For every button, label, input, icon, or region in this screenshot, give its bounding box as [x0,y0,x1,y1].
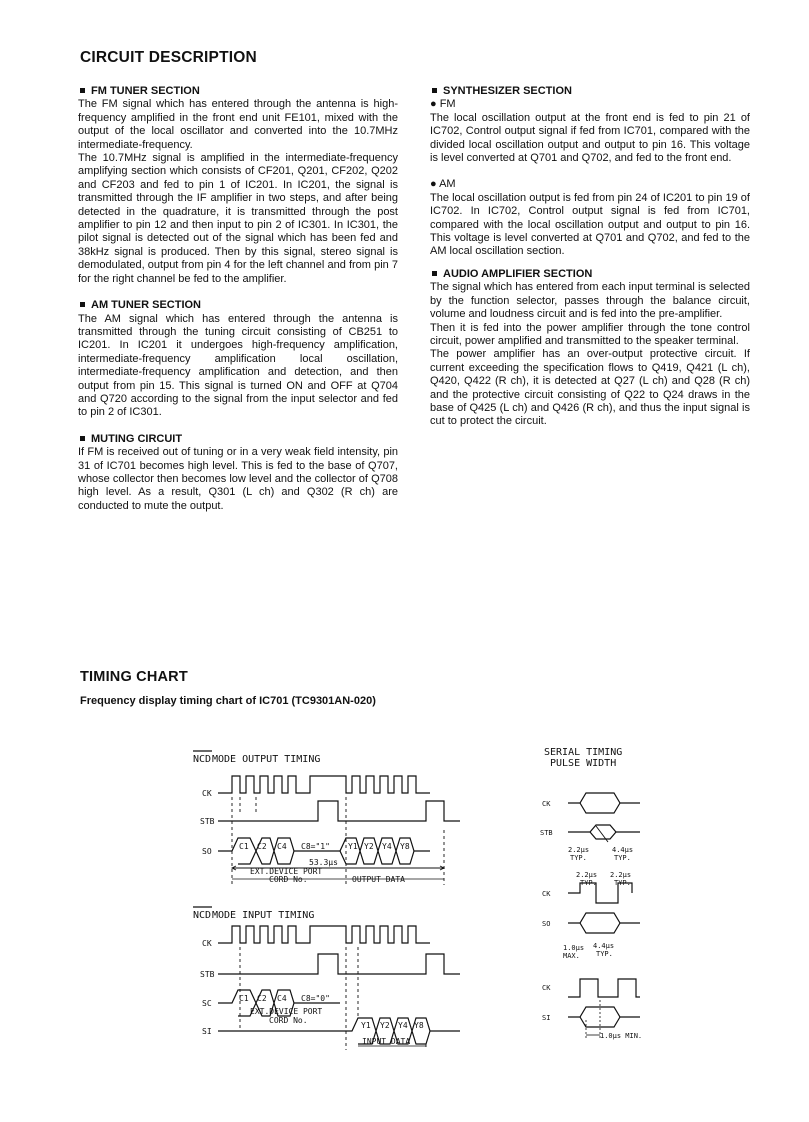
ck-label: CK [202,789,212,798]
input-data-label: INPUT DATA [362,1037,411,1046]
c2-label: C2 [257,994,267,1003]
t22a-label: 2.2μs [568,846,590,854]
typ-label-3: TYP. [580,879,597,887]
audio-amp-para-3: The power amplifier has an over-output protective circuit. If current exceeding the specification flows to Q419, Q421 (L ch), Q420, Q422 (R ch), it is detected at Q27 (L ch) and Q28 (R ch) and the protective circuit consisting of Q22 to Q24 draws in the base of Q425 (L ch) and Q426 (R ch), and thus the input signal is cut to protect the circuit. [430,348,750,428]
fm-tuner-para-1: The FM signal which has entered through the antenna is high-frequency amplified in the front end unit FE101, mixed with the output of the local oscillator and converted into the 10.7MHz intermediate-frequency. [78,98,398,151]
y8-label: Y8 [400,842,410,851]
muting-para: If FM is received out of tuning or in a very weak field intensity, pin 31 of IC701 becomes high level. This is fed to the base of Q707, whose collector then becomes low level and the collector of Q708 high level. As a result, Q301 (L ch) and Q302 (R ch) are conducted to mute the output. [78,446,398,512]
serial-title-2: PULSE WIDTH [550,758,617,769]
am-tuner-heading: AM TUNER SECTION [78,299,398,312]
typ-label-1: TYP. [570,854,587,862]
ext-device-label: EXT.DEVICE PORT [250,1007,323,1016]
typ-label-5: TYP. [596,950,613,958]
in-title-ncd: NCD [193,910,212,921]
timing-chart-title: TIMING CHART [80,669,188,685]
ext-device-label: EXT.DEVICE PORT [250,867,323,876]
out-title-ncd: NCD [193,754,212,765]
y8-label: Y8 [414,1021,424,1030]
serial-si-label: SI [542,1014,551,1022]
bullet-dot-icon: ● [430,178,440,191]
t44a-label: 4.4μs [612,846,634,854]
y2-label: Y2 [364,842,374,851]
in-title: MODE INPUT TIMING [212,910,315,921]
audio-amp-heading: AUDIO AMPLIFIER SECTION [430,268,750,281]
c8-zero-label: C8="0" [301,994,330,1003]
synth-fm-label: ● FM [430,98,456,111]
synth-fm-para: The local oscillation output at the front end is fed to pin 21 of IC702, Control output signal if fed from IC701, compared with the divided local oscillation output and output to pin 16. This voltage is level converted at Q701 and Q702, and fed to the front end. [430,111,750,165]
c4-label: C4 [277,994,287,1003]
typ-label-4: TYP. [614,879,631,887]
c2-label: C2 [257,842,267,851]
serial-ck-label: CK [542,800,551,808]
so-label: SO [202,847,212,856]
y1-label: Y1 [361,1021,371,1030]
c1-label: C1 [239,994,249,1003]
y4-label: Y4 [398,1021,408,1030]
fm-tuner-para-2: The 10.7MHz signal is amplified in the intermediate-frequency amplifying section which consists of CF201, Q201, CF202, Q202 and CF203 and fed to pin 1 of IC201. In IC201, the signal is transmitted through the IF amplifier in two steps, and after being detected in the quadrature, it is transmitted through the post amplifier to pin 12 and then input to pin 2 of IC301. In IC301, the pilot signal is detected out of the signal which has been fed and 38kHz signal is produced. Then by this signal, stereo signal is demodulated, output from pin 4 for the left channel and from pin 7 for the right channel be fed to the amplifier. [78,152,398,285]
c8-one-label: C8="1" [301,842,330,851]
y1-label: Y1 [348,842,358,851]
cord-no-label: CORD No. [269,875,308,884]
cord-no-label: CORD No. [269,1016,308,1025]
serial-title-1: SERIAL TIMING [544,747,623,758]
bullet-dot-icon: ● [430,98,440,111]
fm-tuner-heading: FM TUNER SECTION [78,85,398,98]
y4-label: Y4 [382,842,392,851]
serial-ck-label-3: CK [542,984,551,992]
serial-ck-label-2: CK [542,890,551,898]
output-data-label: OUTPUT DATA [352,875,405,884]
duration-label: 53.3μs [309,858,338,867]
y2-label: Y2 [380,1021,390,1030]
audio-amp-para-1: The signal which has entered from each input terminal is selected by the function selector, passes through the balance circuit, volume and loudness circuit and is fed into the pre-amplifier. [430,281,750,321]
t44b-label: 4.4μs [593,942,615,950]
stb-label: STB [200,817,215,826]
timing-chart-subtitle: Frequency display timing chart of IC701 (TC9301AN-020) [80,695,376,707]
c4-label: C4 [277,842,287,851]
si-label: SI [202,1027,212,1036]
t22c-label: 2.2μs [610,871,632,879]
sc-label: SC [202,999,212,1008]
synth-am-para: The local oscillation output is fed from pin 24 of IC201 to pin 19 of IC702. In IC702, Control output signal is fed from IC701, compared with the local oscillation output and output to pin 16. This voltage is level converted at Q701 and Q702, and fed to the AM local oscillation section. [430,191,750,258]
stb-label: STB [200,970,215,979]
audio-amp-para-2: Then it is fed into the power amplifier through the tone control circuit, power amplified and transmitted to the speaker terminal. [430,321,750,347]
am-tuner-para: The AM signal which has entered through the antenna is transmitted through the tuning circuit consisting of CB251 to IC201. In IC201 it undergoes high-frequency amplification, intermediate-frequency amplification local oscillation, intermediate-frequency amplification and detection, and then output from pin 15. This signal is turned ON and OFF at Q704 and Q720 according to the signal from the input selector and fed to pin 2 of IC301. [78,312,398,419]
synthesizer-heading: SYNTHESIZER SECTION [430,85,750,98]
typ-label-2: TYP. [614,854,631,862]
circuit-description-title: CIRCUIT DESCRIPTION [80,49,257,66]
serial-so-label: SO [542,920,551,928]
t10max-label: 1.0μs [563,944,585,952]
t10min-label: 1.0μs MIN. [600,1032,643,1040]
out-title: MODE OUTPUT TIMING [212,754,321,765]
muting-heading: MUTING CIRCUIT [78,433,398,446]
c1-label: C1 [239,842,249,851]
ck-label: CK [202,939,212,948]
synth-am-label: ● AM [430,178,456,191]
serial-stb-label: STB [540,829,553,837]
t22b-label: 2.2μs [576,871,598,879]
max-label: MAX. [563,952,580,960]
